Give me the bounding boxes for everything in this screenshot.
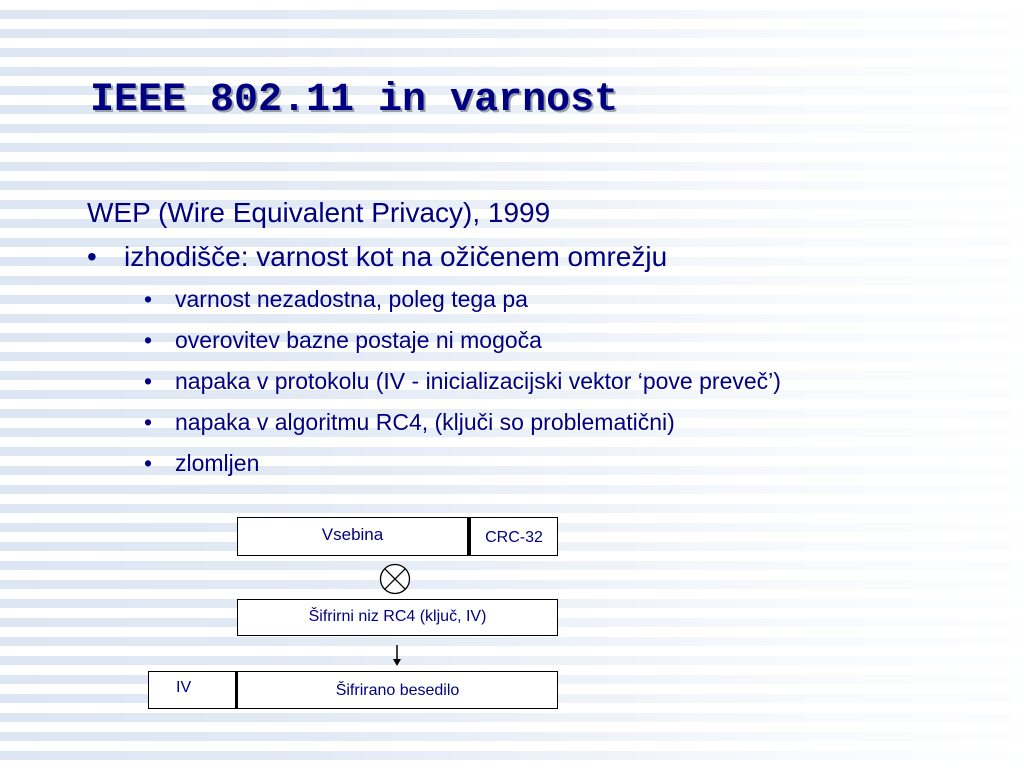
lead-line: WEP (Wire Equivalent Privacy), 1999 bbox=[87, 197, 551, 228]
keystream-box: Šifrirni niz RC4 (ključ, IV) bbox=[237, 599, 558, 636]
crc-box: CRC-32 bbox=[470, 517, 558, 556]
bullet-item bbox=[87, 237, 781, 484]
slide-body bbox=[87, 193, 781, 484]
sub-bullet-item: • zlomljen bbox=[87, 443, 781, 484]
bullet-list bbox=[87, 237, 781, 484]
sub-bullet-list bbox=[124, 279, 781, 484]
sub-bullet-item: • napaka v algoritmu RC4, (ključi so problematični) bbox=[87, 402, 781, 443]
sub-bullet-item: • overovitev bazne postaje ni mogoča bbox=[87, 320, 781, 361]
sub-bullet-item: • varnost nezadostna, poleg tega pa bbox=[87, 279, 781, 320]
contents-box: Vsebina bbox=[237, 517, 470, 556]
ciphertext-box: Šifrirano besedilo bbox=[237, 671, 558, 709]
iv-box: IV bbox=[148, 671, 237, 709]
bullet-text: izhodišče: varnost kot na ožičenem omrežju bbox=[124, 241, 668, 272]
xor-circle-icon bbox=[379, 563, 411, 595]
sub-bullet-item: • napaka v protokolu (IV - inicializacijski vektor ‘pove preveč’) bbox=[87, 361, 781, 402]
arrow-down-icon bbox=[390, 645, 404, 667]
slide-title: IEEE 802.11 in varnost bbox=[90, 78, 619, 123]
